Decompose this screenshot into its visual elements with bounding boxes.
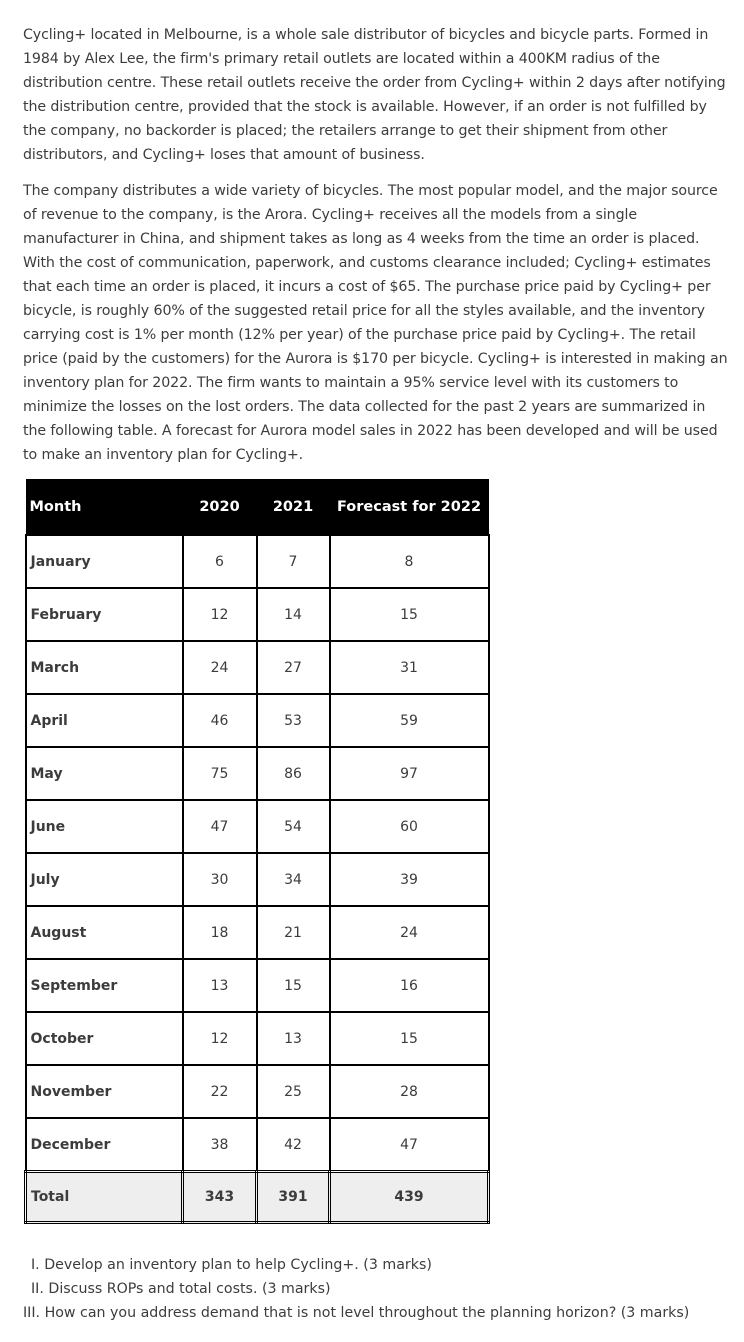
value-2021: 86 (257, 747, 330, 800)
value-2020: 22 (183, 1065, 257, 1118)
total-value-2021: 391 (257, 1172, 330, 1223)
value-forecast: 8 (330, 535, 489, 588)
value-2021: 42 (257, 1118, 330, 1172)
value-forecast: 59 (330, 694, 489, 747)
total-value-2020: 343 (183, 1172, 257, 1223)
table-row (26, 1012, 489, 1065)
value-forecast: 47 (330, 1118, 489, 1172)
value-2020: 47 (183, 800, 257, 853)
value-2021: 54 (257, 800, 330, 853)
value-2021: 53 (257, 694, 330, 747)
value-forecast: 15 (330, 1012, 489, 1065)
value-2021: 13 (257, 1012, 330, 1065)
month-cell: March (26, 641, 183, 694)
month-cell: January (26, 535, 183, 588)
table-row (26, 800, 489, 853)
value-forecast: 24 (330, 906, 489, 959)
month-cell: April (26, 694, 183, 747)
question-2: II. Discuss ROPs and total costs. (3 marks) (31, 1281, 331, 1297)
value-2020: 24 (183, 641, 257, 694)
table-row (26, 1118, 489, 1172)
month-cell: June (26, 800, 183, 853)
value-2020: 18 (183, 906, 257, 959)
value-2021: 15 (257, 959, 330, 1012)
table-row (26, 959, 489, 1012)
value-2021: 25 (257, 1065, 330, 1118)
value-forecast: 28 (330, 1065, 489, 1118)
question-3: III. How can you address demand that is not level throughout the planning horizon? (3 marks) (23, 1305, 690, 1321)
month-cell: November (26, 1065, 183, 1118)
month-cell: February (26, 588, 183, 641)
value-2021: 34 (257, 853, 330, 906)
month-cell: July (26, 853, 183, 906)
header-2020: 2020 (183, 479, 257, 535)
value-2020: 75 (183, 747, 257, 800)
value-2021: 7 (257, 535, 330, 588)
value-2020: 30 (183, 853, 257, 906)
total-row (26, 1172, 489, 1223)
table-row (26, 641, 489, 694)
table-row (26, 853, 489, 906)
value-2020: 12 (183, 1012, 257, 1065)
total-value-forecast: 439 (330, 1172, 489, 1223)
value-forecast: 39 (330, 853, 489, 906)
company-paragraph: The company distributes a wide variety of bicycles. The most popular model, and the major source of revenue to the company, is the Arora. Cycling+ receives all the models from a single manufacturer in China, and shipment takes as long as 4 weeks from the time an order is placed. With the cost of communication, paperwork, and customs clearance included; Cycling+ estimates that each time an order is placed, it incurs a cost of $65. The purchase price paid by Cycling+ per bicycle, is roughly 60% of the suggested retail price for all the styles available, and the inventory carrying cost is 1% per month (12% per year) of the purchase price paid by Cycling+. The retail price (paid by the customers) for the Aurora is $170 per bicycle. Cycling+ is interested in making an inventory plan for 2022. The firm wants to maintain a 95% service level with its customers to minimize the losses on the lost orders. The data collected for the past 2 years are summarized in the following table. A forecast for Aurora model sales in 2022 has been developed and will be used to make an inventory plan for Cycling+. (23, 183, 728, 463)
header-month: Month (26, 479, 183, 535)
table-row (26, 906, 489, 959)
table-header-row (26, 479, 489, 535)
value-forecast: 31 (330, 641, 489, 694)
table-row (26, 747, 489, 800)
month-cell: December (26, 1118, 183, 1172)
month-cell: September (26, 959, 183, 1012)
value-forecast: 97 (330, 747, 489, 800)
month-cell: May (26, 747, 183, 800)
month-cell: August (26, 906, 183, 959)
value-forecast: 16 (330, 959, 489, 1012)
table-row (26, 535, 489, 588)
sales-table (24, 479, 490, 1224)
value-forecast: 15 (330, 588, 489, 641)
value-2021: 14 (257, 588, 330, 641)
total-label: Total (26, 1172, 183, 1223)
value-forecast: 60 (330, 800, 489, 853)
header-forecast: Forecast for 2022 (330, 479, 489, 535)
table-row (26, 694, 489, 747)
value-2020: 38 (183, 1118, 257, 1172)
table-row (26, 1065, 489, 1118)
value-2020: 6 (183, 535, 257, 588)
value-2020: 46 (183, 694, 257, 747)
table-row (26, 588, 489, 641)
question-1: I. Develop an inventory plan to help Cycling+. (3 marks) (31, 1257, 432, 1273)
header-2021: 2021 (257, 479, 330, 535)
value-2020: 12 (183, 588, 257, 641)
intro-paragraph: Cycling+ located in Melbourne, is a whole sale distributor of bicycles and bicycle parts. Formed in 1984 by Alex Lee, the firm's primary retail outlets are located within a 400KM radius of the distribution centre. These retail outlets receive the order from Cycling+ within 2 days after notifying the distribution centre, provided that the stock is available. However, if an order is not fulfilled by the company, no backorder is placed; the retailers arrange to get their shipment from other distributors, and Cycling+ loses that amount of business. (23, 27, 726, 163)
value-2020: 13 (183, 959, 257, 1012)
value-2021: 21 (257, 906, 330, 959)
value-2021: 27 (257, 641, 330, 694)
month-cell: October (26, 1012, 183, 1065)
question-list (23, 1253, 690, 1325)
